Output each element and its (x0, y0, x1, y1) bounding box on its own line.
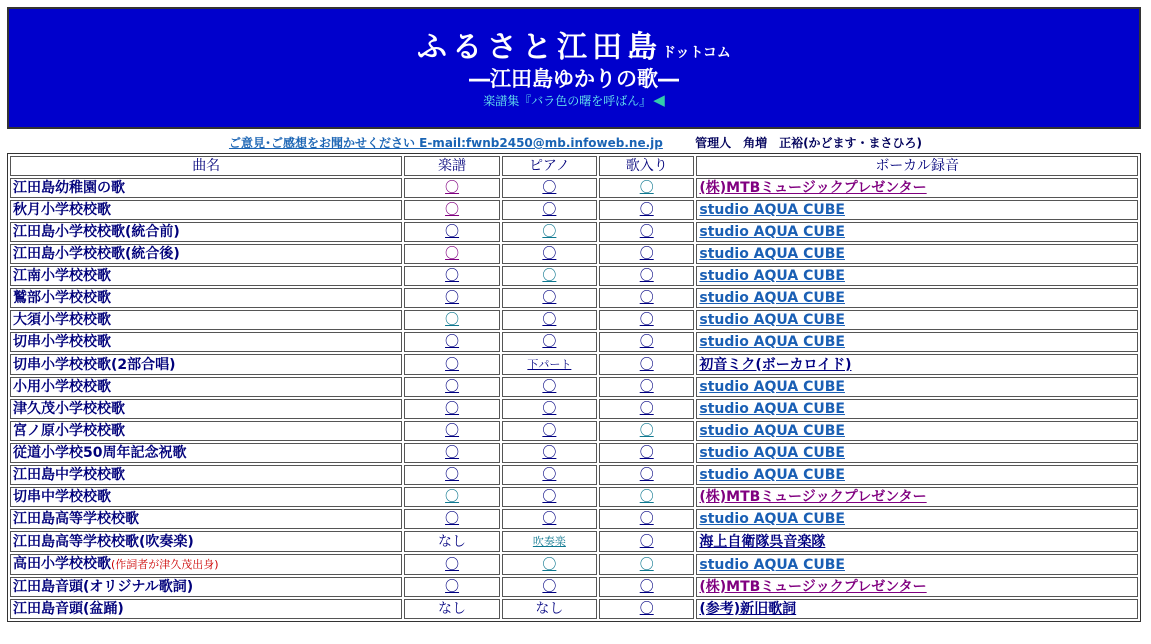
vocal-link[interactable]: 〇 (639, 356, 654, 373)
vocal-cell (599, 266, 694, 286)
recording-link[interactable]: (株)MTBミュージックプレゼンター (699, 489, 927, 505)
vocal-cell (599, 554, 694, 575)
song-title: 高田小学校校歌 (13, 556, 111, 572)
piano-link[interactable]: 〇 (542, 445, 557, 461)
piano-link[interactable]: 〇 (542, 268, 557, 284)
table-row (10, 465, 1138, 485)
score-cell (404, 554, 499, 575)
vocal-link[interactable]: 〇 (639, 202, 654, 218)
recording-cell (696, 509, 1138, 529)
recording-cell (696, 200, 1138, 220)
table-row (10, 244, 1138, 264)
table-row (10, 377, 1138, 397)
vocal-link[interactable]: 〇 (639, 445, 654, 461)
table-header-row (10, 156, 1138, 176)
score-link[interactable]: 〇 (445, 334, 460, 350)
piano-cell (502, 487, 597, 507)
vocal-cell (599, 443, 694, 463)
vocal-cell (599, 531, 694, 552)
songbook-link[interactable]: 楽譜集『バラ色の曙を呼ばん』 ◀ (483, 91, 665, 109)
piano-link[interactable]: 〇 (542, 312, 557, 328)
score-link[interactable]: 〇 (445, 180, 460, 196)
recording-link[interactable]: studio AQUA CUBE (699, 401, 845, 417)
recording-cell (696, 178, 1138, 198)
song-title-cell (10, 599, 402, 619)
score-cell (404, 465, 499, 485)
score-cell (404, 266, 499, 286)
recording-link[interactable]: studio AQUA CUBE (699, 246, 845, 262)
piano-link[interactable]: 〇 (542, 379, 557, 395)
song-title-cell (10, 222, 402, 242)
score-cell (404, 178, 499, 198)
song-title-cell (10, 509, 402, 529)
score-link[interactable]: 〇 (445, 401, 460, 417)
score-cell (404, 577, 499, 597)
score-link[interactable]: 〇 (445, 489, 460, 505)
song-title: 江田島高等学校校歌 (13, 511, 139, 527)
vocal-link[interactable]: 〇 (639, 312, 654, 328)
vocal-cell (599, 487, 694, 507)
vocal-cell (599, 200, 694, 220)
piano-link[interactable]: 吹奏楽 (532, 535, 566, 548)
score-link[interactable]: 〇 (445, 202, 460, 218)
recording-cell (696, 354, 1138, 375)
song-title: 江田島高等学校校歌(吹奏楽) (13, 533, 194, 550)
recording-link[interactable]: studio AQUA CUBE (699, 445, 845, 461)
table-row (10, 354, 1138, 375)
table-row (10, 288, 1138, 308)
vocal-cell (599, 421, 694, 441)
vocal-link[interactable]: 〇 (639, 467, 654, 483)
score-link[interactable]: 〇 (445, 556, 460, 573)
song-title: 切串小学校校歌 (13, 334, 111, 350)
vocal-link[interactable]: 〇 (639, 334, 654, 350)
score-link[interactable]: 〇 (445, 268, 460, 284)
vocal-cell (599, 577, 694, 597)
site-title-suffix: ドットコム (662, 45, 731, 61)
table-row (10, 266, 1138, 286)
column-header-recording: ボーカル録音 (696, 156, 1138, 176)
piano-cell (502, 577, 597, 597)
piano-cell (502, 531, 597, 552)
recording-cell (696, 554, 1138, 575)
vocal-cell (599, 222, 694, 242)
vocal-link[interactable]: 〇 (639, 224, 654, 240)
vocal-link[interactable]: 〇 (639, 511, 654, 527)
vocal-link[interactable]: 〇 (639, 401, 654, 417)
back-arrow-icon[interactable]: ◀ (653, 91, 665, 109)
recording-cell (696, 244, 1138, 264)
recording-cell (696, 531, 1138, 552)
score-link[interactable]: 〇 (445, 579, 460, 595)
piano-link[interactable]: 〇 (542, 556, 557, 573)
score-link[interactable]: 〇 (445, 423, 460, 439)
recording-link[interactable]: studio AQUA CUBE (699, 202, 845, 218)
recording-link[interactable]: (株)MTBミュージックプレゼンター (699, 579, 927, 595)
table-row (10, 531, 1138, 552)
song-title-cell (10, 288, 402, 308)
song-title: 切串中学校校歌 (13, 489, 111, 505)
score-cell (404, 288, 499, 308)
recording-link[interactable]: studio AQUA CUBE (699, 467, 845, 483)
admin-name: 管理人 角増 正裕(かどます・まさひろ) (695, 136, 923, 150)
vocal-cell (599, 244, 694, 264)
recording-link[interactable]: studio AQUA CUBE (699, 312, 845, 328)
table-row (10, 178, 1138, 198)
piano-cell (502, 599, 597, 619)
piano-cell (502, 310, 597, 330)
piano-cell (502, 332, 597, 352)
recording-link[interactable]: 初音ミク(ボーカロイド) (699, 356, 852, 373)
table-row (10, 421, 1138, 441)
score-cell (404, 244, 499, 264)
vocal-cell (599, 332, 694, 352)
vocal-cell (599, 178, 694, 198)
recording-link[interactable]: studio AQUA CUBE (699, 268, 845, 284)
piano-cell (502, 443, 597, 463)
song-title: 江田島幼稚園の歌 (13, 180, 125, 196)
recording-cell (696, 399, 1138, 419)
site-header (7, 7, 1141, 129)
score-cell (404, 421, 499, 441)
piano-cell (502, 509, 597, 529)
piano-link[interactable]: 〇 (542, 224, 557, 240)
score-link[interactable]: 〇 (445, 312, 460, 328)
recording-link[interactable]: (株)MTBミュージックプレゼンター (699, 180, 927, 196)
site-title: ふるさと江田島ドットコム (417, 30, 731, 65)
song-title-cell (10, 531, 402, 552)
song-title: 江田島音頭(オリジナル歌詞) (13, 579, 194, 595)
recording-link[interactable]: studio AQUA CUBE (699, 290, 845, 306)
song-title: 小用小学校校歌 (13, 379, 111, 395)
vocal-link[interactable]: 〇 (639, 489, 654, 505)
piano-cell (502, 399, 597, 419)
piano-link[interactable]: 〇 (542, 489, 557, 505)
vocal-cell (599, 310, 694, 330)
song-title-cell (10, 178, 402, 198)
song-title: 秋月小学校校歌 (13, 202, 111, 218)
song-title-cell (10, 244, 402, 264)
recording-cell (696, 577, 1138, 597)
piano-none-label: なし (535, 601, 564, 617)
recording-link[interactable]: studio AQUA CUBE (699, 423, 845, 439)
column-header-score: 楽譜 (404, 156, 499, 176)
recording-cell (696, 599, 1138, 619)
piano-cell (502, 200, 597, 220)
song-title: 江田島中学校校歌 (13, 467, 125, 483)
score-cell (404, 399, 499, 419)
piano-cell (502, 266, 597, 286)
score-link[interactable]: 〇 (445, 511, 460, 527)
info-line (0, 134, 1151, 152)
score-none-label: なし (438, 533, 467, 550)
column-header-piano: ピアノ (502, 156, 597, 176)
song-title: 江田島小学校校歌(統合前) (13, 224, 180, 240)
piano-cell (502, 421, 597, 441)
song-title-cell (10, 487, 402, 507)
table-row (10, 577, 1138, 597)
vocal-cell (599, 465, 694, 485)
recording-cell (696, 310, 1138, 330)
recording-link[interactable]: studio AQUA CUBE (699, 379, 845, 395)
score-cell (404, 599, 499, 619)
score-link[interactable]: 〇 (445, 290, 460, 306)
song-title-cell (10, 332, 402, 352)
vocal-link[interactable]: 〇 (639, 556, 654, 573)
score-none-label: なし (438, 601, 467, 617)
song-title: 江南小学校校歌 (13, 268, 111, 284)
score-link[interactable]: 〇 (445, 379, 460, 395)
score-cell (404, 222, 499, 242)
song-title-cell (10, 554, 402, 575)
recording-cell (696, 222, 1138, 242)
song-title-cell (10, 377, 402, 397)
score-link[interactable]: 〇 (445, 467, 460, 483)
recording-cell (696, 443, 1138, 463)
songs-table-body (10, 178, 1138, 619)
table-row (10, 399, 1138, 419)
table-row (10, 443, 1138, 463)
piano-cell (502, 244, 597, 264)
song-title: 大須小学校校歌 (13, 312, 111, 328)
piano-link[interactable]: 〇 (542, 246, 557, 262)
piano-link[interactable]: 〇 (542, 423, 557, 439)
recording-cell (696, 487, 1138, 507)
table-row (10, 487, 1138, 507)
song-title: 江田島音頭(盆踊) (13, 601, 124, 617)
songs-table (7, 153, 1141, 622)
song-title: 鷲部小学校校歌 (13, 290, 111, 306)
recording-cell (696, 332, 1138, 352)
piano-cell (502, 465, 597, 485)
recording-link[interactable]: studio AQUA CUBE (699, 511, 845, 527)
recording-link[interactable]: (参考)新旧歌詞 (699, 601, 797, 617)
table-row (10, 554, 1138, 575)
table-row (10, 200, 1138, 220)
score-cell (404, 354, 499, 375)
song-title: 江田島小学校校歌(統合後) (13, 246, 180, 262)
piano-cell (502, 178, 597, 198)
song-title-cell (10, 421, 402, 441)
vocal-link[interactable]: 〇 (639, 601, 654, 617)
column-header-title: 曲名 (10, 156, 402, 176)
table-row (10, 310, 1138, 330)
piano-cell (502, 222, 597, 242)
page-subtitle: ―江田島ゆかりの歌― (469, 67, 679, 91)
piano-cell (502, 354, 597, 375)
vocal-cell (599, 399, 694, 419)
piano-cell (502, 288, 597, 308)
piano-link[interactable]: 〇 (542, 511, 557, 527)
score-cell (404, 487, 499, 507)
table-row (10, 332, 1138, 352)
vocal-cell (599, 509, 694, 529)
piano-link[interactable]: 〇 (542, 334, 557, 350)
piano-cell (502, 554, 597, 575)
column-header-vocal: 歌入り (599, 156, 694, 176)
piano-link[interactable]: 〇 (542, 467, 557, 483)
song-title-cell (10, 465, 402, 485)
recording-cell (696, 266, 1138, 286)
recording-link[interactable]: studio AQUA CUBE (699, 334, 845, 350)
song-title-cell (10, 399, 402, 419)
piano-link[interactable]: 〇 (542, 579, 557, 595)
score-link[interactable]: 〇 (445, 224, 460, 240)
score-link[interactable]: 〇 (445, 246, 460, 262)
score-cell (404, 200, 499, 220)
piano-link[interactable]: 〇 (542, 202, 557, 218)
song-title: 宮ノ原小学校校歌 (13, 423, 125, 439)
song-title: 従道小学校50周年記念祝歌 (13, 445, 187, 461)
score-cell (404, 332, 499, 352)
piano-cell (502, 377, 597, 397)
song-title: 切串小学校校歌(2部合唱) (13, 356, 176, 373)
vocal-link[interactable]: 〇 (639, 268, 654, 284)
vocal-link[interactable]: 〇 (639, 423, 654, 439)
piano-link[interactable]: 〇 (542, 290, 557, 306)
table-row (10, 509, 1138, 529)
vocal-link[interactable]: 〇 (639, 533, 654, 550)
piano-link[interactable]: 下パート (527, 358, 572, 371)
piano-link[interactable]: 〇 (542, 401, 557, 417)
vocal-link[interactable]: 〇 (639, 246, 654, 262)
song-title-cell (10, 354, 402, 375)
vocal-link[interactable]: 〇 (639, 290, 654, 306)
feedback-email-link[interactable]: ご意見･ご感想をお聞かせください E-mail:fwnb2450@mb.infoweb.ne.jp (228, 136, 663, 150)
score-cell (404, 443, 499, 463)
piano-link[interactable]: 〇 (542, 180, 557, 196)
vocal-link[interactable]: 〇 (639, 379, 654, 395)
song-title-cell (10, 266, 402, 286)
vocal-link[interactable]: 〇 (639, 579, 654, 595)
score-cell (404, 509, 499, 529)
song-title: 津久茂小学校校歌 (13, 401, 125, 417)
vocal-cell (599, 377, 694, 397)
recording-cell (696, 377, 1138, 397)
score-cell (404, 531, 499, 552)
recording-cell (696, 465, 1138, 485)
recording-cell (696, 288, 1138, 308)
recording-link[interactable]: 海上自衛隊呉音楽隊 (699, 533, 826, 550)
table-row (10, 222, 1138, 242)
score-cell (404, 377, 499, 397)
recording-link[interactable]: studio AQUA CUBE (699, 556, 845, 573)
song-title-cell (10, 443, 402, 463)
table-row (10, 599, 1138, 619)
score-link[interactable]: 〇 (445, 356, 460, 373)
vocal-link[interactable]: 〇 (639, 180, 654, 196)
song-title-cell (10, 577, 402, 597)
recording-link[interactable]: studio AQUA CUBE (699, 224, 845, 240)
vocal-cell (599, 599, 694, 619)
song-note: (作詞者が津久茂出身) (111, 558, 219, 571)
song-title-cell (10, 310, 402, 330)
score-cell (404, 310, 499, 330)
vocal-cell (599, 354, 694, 375)
song-title-cell (10, 200, 402, 220)
recording-cell (696, 421, 1138, 441)
vocal-cell (599, 288, 694, 308)
score-link[interactable]: 〇 (445, 445, 460, 461)
